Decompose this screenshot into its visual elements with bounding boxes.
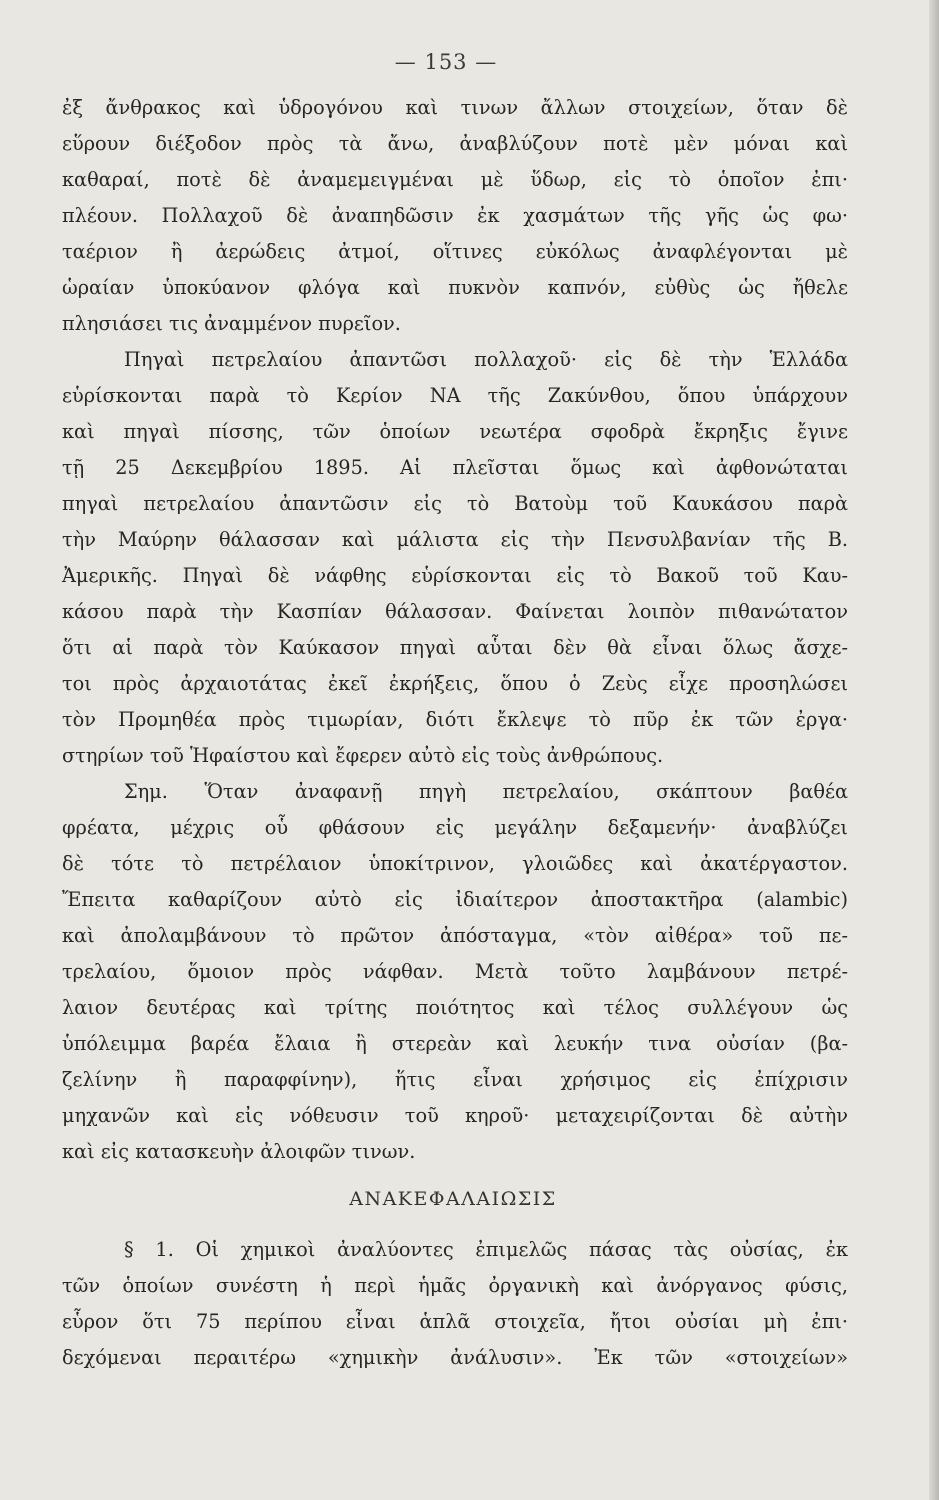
text-line: κάσου παρὰ τὴν Κασπίαν θάλασσαν. Φαίνεται λοιπὸν πιθανώτατον [62, 600, 848, 623]
text-line: δεχόμεναι περαιτέρω «χημικὴν ἀνάλυσιν». Ἐκ τῶν «στοιχείων» [62, 1346, 848, 1369]
text-line: καθαραί, ποτὲ δὲ ἀναμεμειγμέναι μὲ ὕδωρ, εἰς τὸ ὁποῖον ἐπι· [62, 168, 848, 191]
text-line: Ἔπειτα καθαρίζουν αὐτὸ εἰς ἰδιαίτερον ἀποστακτῆρα (alambic) [62, 888, 848, 911]
text-line: ὡραίαν ὑποκύανον φλόγα καὶ πυκνὸν καπνόν, εὐθὺς ὡς ἤθελε [62, 276, 848, 299]
text-line: τὸν Προμηθέα πρὸς τιμωρίαν, διότι ἔκλεψε τὸ πῦρ ἐκ τῶν ἐργα· [62, 708, 848, 731]
text-line: ζελίνην ἢ παραφφίνην), ἥτις εἶναι χρήσιμος εἰς ἐπίχρισιν [62, 1068, 848, 1091]
text-line: εὑρίσκονται παρὰ τὸ Κερίον ΝΑ τῆς Ζακύνθου, ὅπου ὑπάρχουν [62, 384, 848, 407]
text-line: πηγαὶ πετρελαίου ἀπαντῶσιν εἰς τὸ Βατοὺμ τοῦ Καυκάσου παρὰ [62, 492, 848, 515]
text-line: τρελαίου, ὅμοιον πρὸς νάφθαν. Μετὰ τοῦτο λαμβάνουν πετρέ- [62, 960, 848, 983]
text-line: ὅτι αἱ παρὰ τὸν Καύκασον πηγαὶ αὗται δὲν θὰ εἶναι ὅλως ἄσχε- [62, 636, 848, 659]
text-line: ὑπόλειμμα βαρέα ἔλαια ἢ στερεὰν καὶ λευκήν τινα οὐσίαν (βα- [62, 1032, 848, 1055]
text-line: δὲ τότε τὸ πετρέλαιον ὑποκίτρινον, γλοιῶδες καὶ ἀκατέργαστον. [62, 852, 848, 875]
text-line: καὶ εἰς κατασκευὴν ἀλοιφῶν τινων. [62, 1140, 416, 1163]
text-line: στηρίων τοῦ Ἡφαίστου καὶ ἔφερεν αὐτὸ εἰς τοὺς ἀνθρώπους. [62, 744, 664, 767]
text-line: τῇ 25 Δεκεμβρίου 1895. Αἱ πλεῖσται ὅμως καὶ ἀφθονώταται [62, 456, 848, 479]
text-line: τοι πρὸς ἀρχαιοτάτας ἐκεῖ ἐκρήξεις, ὅπου ὁ Ζεὺς εἶχε προσηλώσει [62, 672, 848, 695]
text-line: § 1. Οἱ χημικοὶ ἀναλύοντες ἐπιμελῶς πάσας τὰς οὐσίας, ἐκ [124, 1238, 848, 1261]
page-number: — 153 — [394, 50, 498, 74]
body-text [62, 90, 848, 1170]
text-line: πλέουν. Πολλαχοῦ δὲ ἀναπηδῶσιν ἐκ χασμάτων τῆς γῆς ὡς φω· [62, 204, 848, 227]
text-line: Ἀμερικῆς. Πηγαὶ δὲ νάφθης εὑρίσκονται εἰς τὸ Βακοῦ τοῦ Καυ- [62, 564, 848, 587]
section-heading: ΑΝΑΚΕΦΑΛΑΙΩΣΙΣ [349, 1188, 557, 1210]
text-line: τῶν ὁποίων συνέστη ἡ περὶ ἡμᾶς ὀργανικὴ καὶ ἀνόργανος φύσις, [62, 1274, 848, 1297]
text-line: εὕρουν διέξοδον πρὸς τὰ ἄνω, ἀναβλύζουν ποτὲ μὲν μόναι καὶ [62, 132, 848, 155]
text-line: καὶ πηγαὶ πίσσης, τῶν ὁποίων νεωτέρα σφοδρὰ ἔκρηξις ἔγινε [62, 420, 848, 443]
text-line: καὶ ἀπολαμβάνουν τὸ πρῶτον ἀπόσταγμα, «τὸν αἰθέρα» τοῦ πε- [62, 924, 848, 947]
text-line: μηχανῶν καὶ εἰς νόθευσιν τοῦ κηροῦ· μεταχειρίζονται δὲ αὐτὴν [62, 1104, 848, 1127]
text-line: εὗρον ὅτι 75 περίπου εἶναι ἁπλᾶ στοιχεῖα, ἤτοι οὐσίαι μὴ ἐπι· [62, 1310, 848, 1333]
text-line: Σημ. Ὅταν ἀναφανῇ πηγὴ πετρελαίου, σκάπτουν βαθέα [124, 780, 848, 803]
text-line: λαιον δευτέρας καὶ τρίτης ποιότητος καὶ τέλος συλλέγουν ὡς [62, 996, 848, 1019]
text-line: ταέριον ἢ ἀερώδεις ἀτμοί, οἵτινες εὐκόλως ἀναφλέγονται μὲ [62, 240, 848, 263]
summary-text [62, 1232, 848, 1376]
text-line: πλησιάσει τις ἀναμμένον πυρεῖον. [62, 312, 401, 335]
text-line: τὴν Μαύρην θάλασσαν καὶ μάλιστα εἰς τὴν Πενσυλβανίαν τῆς Β. [62, 528, 848, 551]
text-line: ἐξ ἄνθρακος καὶ ὑδρογόνου καὶ τινων ἄλλων στοιχείων, ὅταν δὲ [62, 96, 848, 119]
text-line: φρέατα, μέχρις οὗ φθάσουν εἰς μεγάλην δεξαμενήν· ἀναβλύζει [62, 816, 848, 839]
text-line: Πηγαὶ πετρελαίου ἀπαντῶσι πολλαχοῦ· εἰς δὲ τὴν Ἑλλάδα [124, 348, 848, 371]
